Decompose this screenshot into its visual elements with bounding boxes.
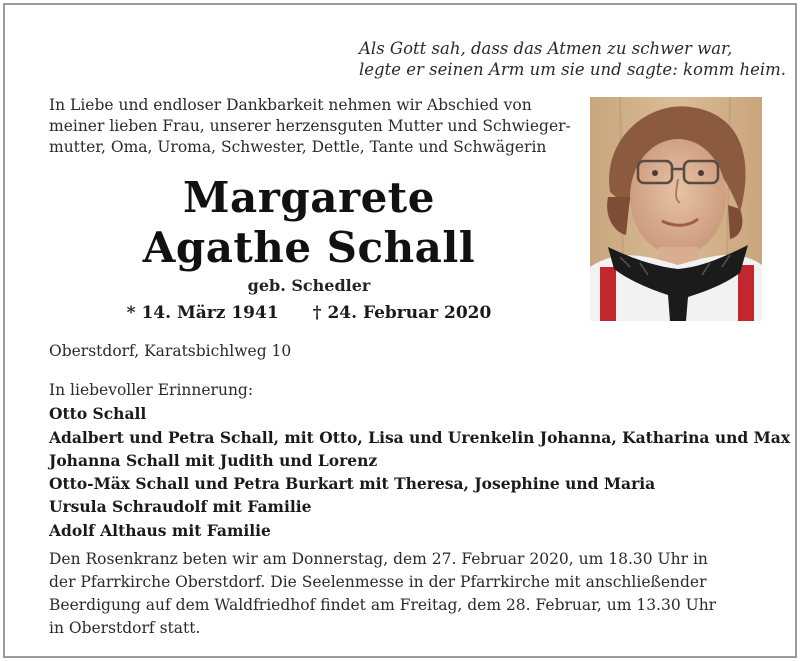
mourners-lead: In liebevoller Erinnerung: — [49, 381, 254, 399]
mourner-entry: Otto Schall — [49, 404, 147, 424]
service-line: in Oberstdorf statt. — [49, 619, 201, 637]
intro-line: In Liebe und endloser Dankbarkeit nehmen wir Abschied von — [49, 96, 532, 114]
service-line: der Pfarrkirche Oberstdorf. Die Seelenmesse in der Pfarrkirche mit anschließender — [49, 573, 707, 591]
intro-line: meiner lieben Frau, unserer herzensguten Mutter und Schwieger- — [49, 117, 571, 135]
mourner-entry: Adalbert und Petra Schall, mit Otto, Lisa und Urenkelin Johanna, Katharina und Max — [49, 427, 791, 447]
motto-line: Als Gott sah, dass das Atmen zu schwer war, — [359, 39, 733, 58]
intro-text — [49, 95, 571, 158]
deceased-last-name: Agathe Schall — [142, 223, 476, 272]
birth-name: geb. Schedler — [247, 276, 371, 295]
portrait-photo — [590, 97, 762, 321]
death-date: † 24. Februar 2020 — [312, 303, 492, 323]
life-dates — [49, 303, 569, 323]
intro-line: mutter, Oma, Uroma, Schwester, Dettle, Tante und Schwägerin — [49, 138, 547, 156]
deceased-first-names: Margarete — [183, 173, 435, 222]
mourner-entry: Johanna Schall mit Judith und Lorenz — [49, 450, 378, 470]
motto-quote — [359, 38, 786, 80]
motto-line: legte er seinen Arm um sie und sagte: komm heim. — [359, 60, 787, 79]
service-line: Den Rosenkranz beten wir am Donnerstag, dem 27. Februar 2020, um 18.30 Uhr in — [49, 550, 708, 568]
service-line: Beerdigung auf dem Waldfriedhof findet am Freitag, dem 28. Februar, um 13.30 Uhr — [49, 596, 717, 614]
mourner-entry: Otto-Mäx Schall und Petra Burkart mit Theresa, Josephine und Maria — [49, 474, 656, 494]
mourner-entry: Ursula Schraudolf mit Familie — [49, 497, 312, 517]
deceased-name — [49, 173, 569, 273]
service-info — [49, 548, 779, 640]
birth-date: * 14. März 1941 — [126, 303, 279, 323]
address: Oberstdorf, Karatsbichlweg 10 — [49, 342, 292, 360]
mourners-list — [49, 379, 791, 542]
obituary-frame — [3, 3, 797, 658]
mourner-entry: Adolf Althaus mit Familie — [49, 520, 271, 540]
